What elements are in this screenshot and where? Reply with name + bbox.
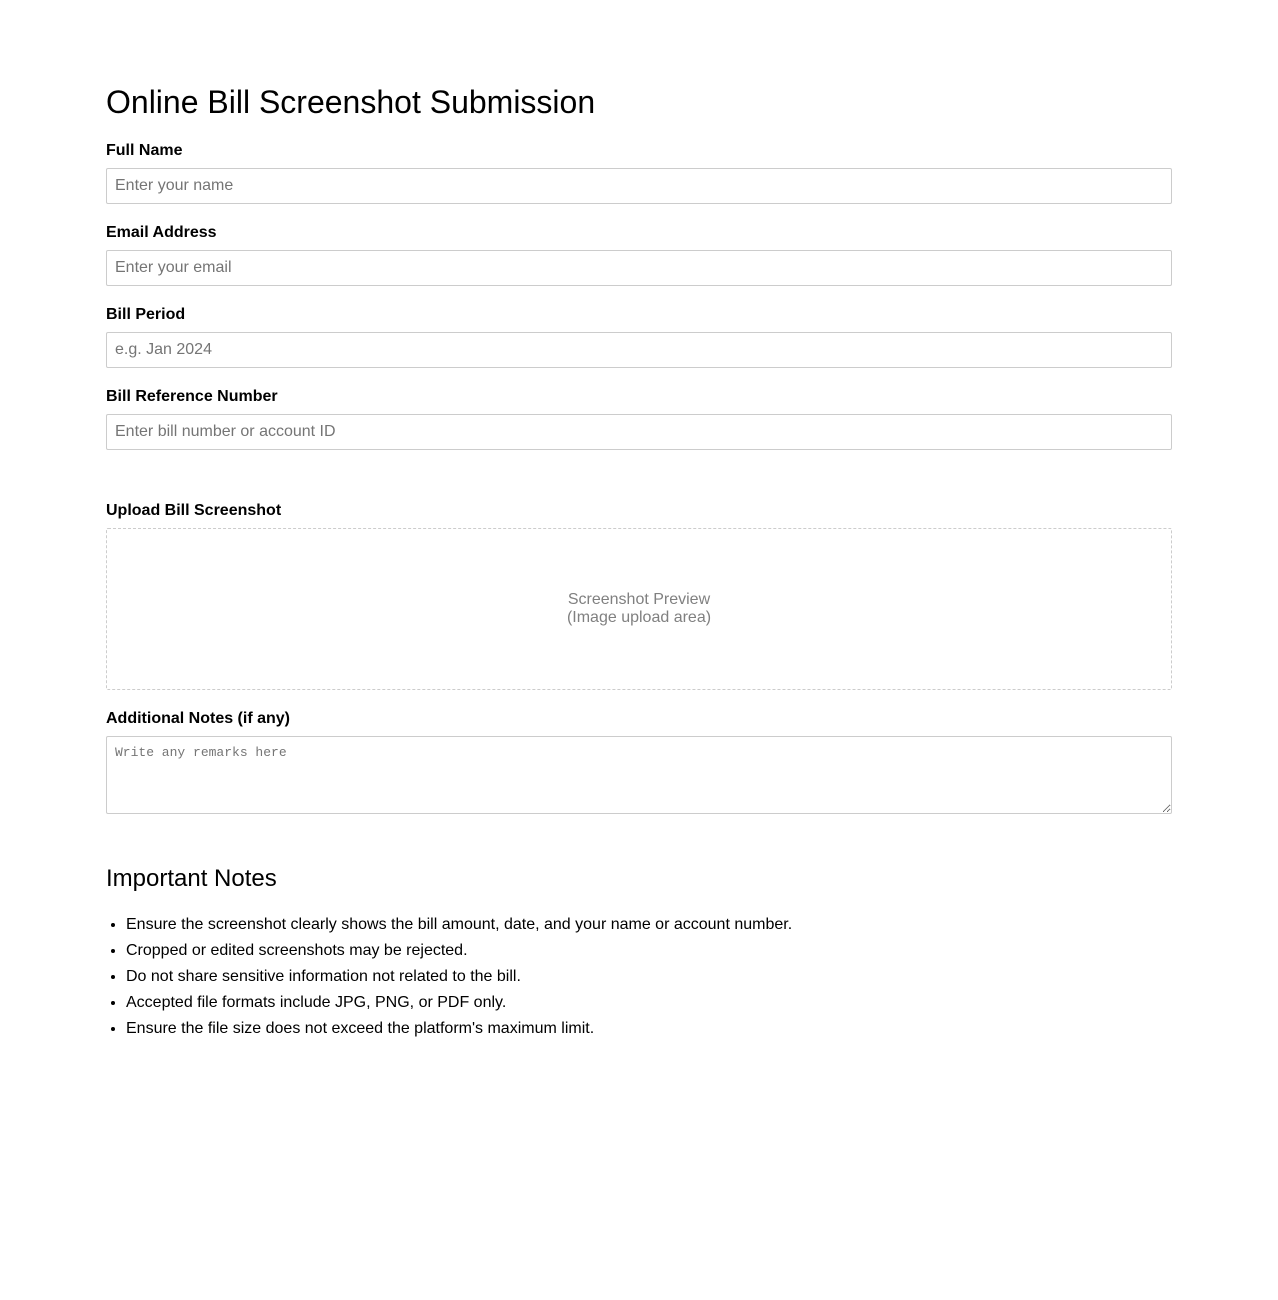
email-input[interactable] <box>106 250 1172 286</box>
list-item: • Ensure the file size does not exceed the platform's maximum limit. <box>126 1016 792 1042</box>
email-label: Email Address <box>106 224 217 241</box>
additional-notes-label: Additional Notes (if any) <box>106 710 290 727</box>
full-name-label: Full Name <box>106 142 183 159</box>
upload-label: Upload Bill Screenshot <box>106 502 282 519</box>
important-notes-list <box>106 912 792 1042</box>
upload-preview-text <box>567 591 711 627</box>
upload-preview-subtitle: (Image upload area) <box>566 609 712 626</box>
bill-reference-input[interactable] <box>106 414 1172 450</box>
screenshot-upload-area[interactable] <box>106 528 1172 690</box>
page-title: Online Bill Screenshot Submission <box>106 84 596 120</box>
full-name-input[interactable] <box>106 168 1172 204</box>
bill-period-input[interactable] <box>106 332 1172 368</box>
important-notes-heading: Important Notes <box>106 865 277 892</box>
additional-notes-textarea[interactable] <box>106 736 1172 814</box>
bill-reference-label: Bill Reference Number <box>106 388 278 405</box>
list-item: • Accepted file formats include JPG, PNG, or PDF only. <box>126 990 792 1016</box>
upload-preview-title: Screenshot Preview <box>567 591 711 608</box>
list-item: • Ensure the screenshot clearly shows the bill amount, date, and your name or account number. <box>126 912 792 938</box>
list-item: • Cropped or edited screenshots may be rejected. <box>126 938 792 964</box>
bill-period-label: Bill Period <box>106 306 186 323</box>
list-item: • Do not share sensitive information not related to the bill. <box>126 964 792 990</box>
